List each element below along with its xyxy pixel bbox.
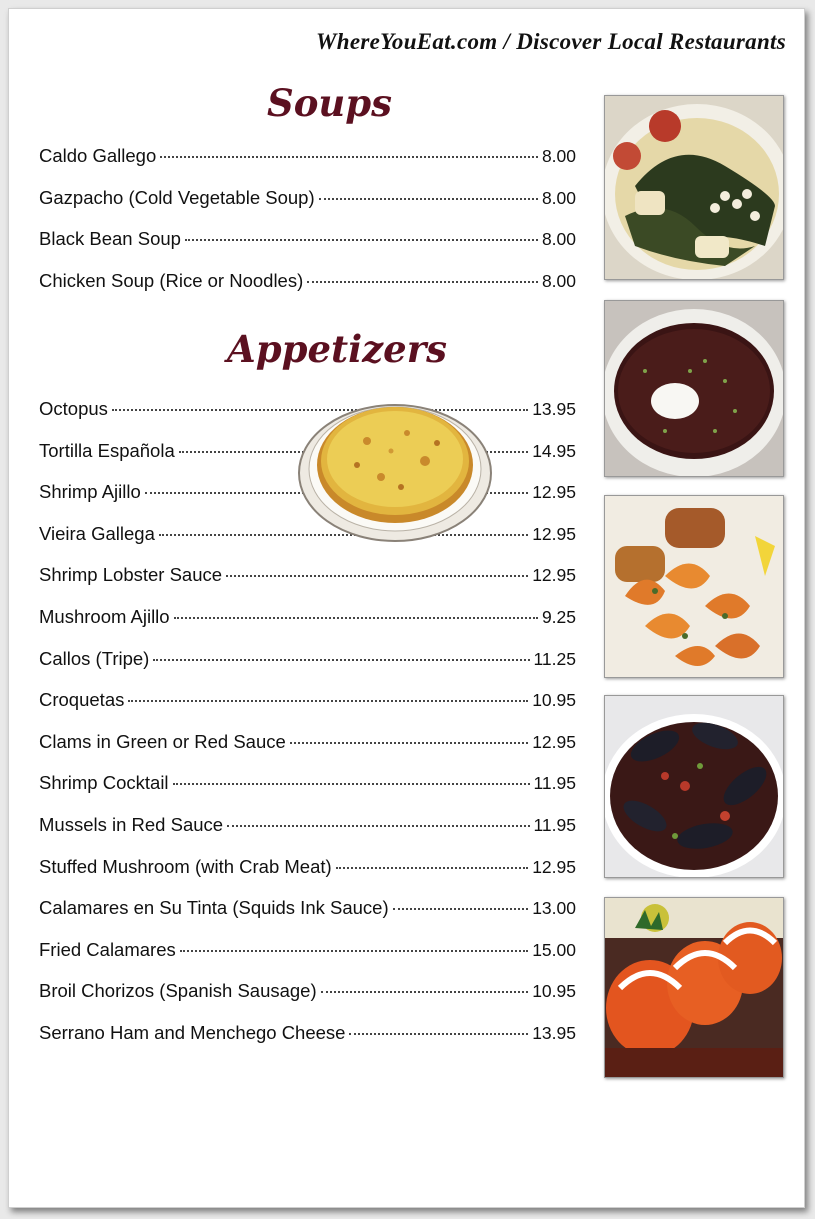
shrimp-plate-graphic (605, 496, 783, 677)
menu-item (39, 564, 576, 606)
soups-list (39, 145, 576, 311)
item-price: 12.95 (532, 482, 576, 503)
item-price: 13.00 (532, 898, 576, 919)
item-name: Shrimp Ajillo (39, 481, 141, 503)
dot-leader (153, 659, 529, 661)
tortilla-graphic (297, 391, 493, 543)
menu-item (39, 772, 576, 814)
menu-item (39, 145, 576, 187)
item-name: Callos (Tripe) (39, 647, 150, 669)
item-name: Calamares en Su Tinta (Squids Ink Sauce) (39, 897, 389, 919)
item-name: Mussels in Red Sauce (39, 813, 224, 835)
croquetas-plate-graphic (605, 898, 783, 1077)
menu-item (39, 939, 576, 981)
item-name: Fried Calamares (39, 938, 176, 960)
item-name: Caldo Gallego (39, 145, 157, 166)
dot-leader (349, 1033, 528, 1035)
black-bean-soup-photo (604, 300, 784, 477)
item-price: 8.00 (541, 187, 576, 208)
dot-leader (226, 575, 528, 577)
item-price: 12.95 (532, 856, 576, 877)
menu-item (39, 606, 576, 648)
croquetas-photo (604, 897, 784, 1078)
item-price: 12.95 (532, 731, 576, 752)
menu-item (39, 1022, 576, 1064)
menu-page (8, 8, 805, 1208)
item-price: 8.00 (541, 146, 576, 166)
dot-leader (185, 239, 538, 241)
menu-item (39, 648, 576, 690)
item-name: Croquetas (39, 689, 125, 711)
dot-leader (160, 156, 538, 158)
item-price: 14.95 (532, 440, 576, 461)
appetizers-title: Appetizers (227, 327, 448, 371)
item-name: Vieira Gallega (39, 522, 155, 544)
item-price: 12.95 (532, 523, 576, 544)
dot-leader (227, 825, 529, 827)
dot-leader (174, 617, 538, 619)
item-price: 12.95 (532, 565, 576, 586)
black-bean-bowl-graphic (605, 301, 783, 476)
item-name: Shrimp Cocktail (39, 772, 169, 794)
dot-leader (321, 991, 529, 993)
item-name: Chicken Soup (Rice or Noodles) (39, 269, 304, 291)
dot-leader (173, 783, 530, 785)
shrimp-photo (604, 495, 784, 678)
tortilla-image (297, 391, 493, 543)
item-name: Stuffed Mushroom (with Crab Meat) (39, 855, 332, 877)
dot-leader (319, 198, 538, 200)
item-name: Serrano Ham and Menchego Cheese (39, 1021, 346, 1043)
item-name: Shrimp Lobster Sauce (39, 564, 223, 586)
dot-leader (128, 700, 528, 702)
soups-title: Soups (267, 81, 393, 125)
item-price: 10.95 (532, 981, 576, 1002)
menu-item (39, 228, 576, 270)
menu-item (39, 270, 576, 312)
item-name: Clams in Green or Red Sauce (39, 730, 286, 752)
mussels-plate-graphic (605, 696, 783, 877)
menu-item (39, 814, 576, 856)
item-price: 13.95 (532, 1022, 576, 1043)
item-name: Octopus (39, 398, 108, 419)
soup-bowl-graphic (605, 96, 783, 279)
item-name: Gazpacho (Cold Vegetable Soup) (39, 186, 315, 208)
item-price: 9.25 (541, 606, 576, 627)
menu-item (39, 980, 576, 1022)
item-price: 11.95 (533, 814, 576, 835)
item-price: 8.00 (541, 229, 576, 249)
caldo-gallego-photo (604, 95, 784, 280)
dot-leader (393, 908, 529, 910)
menu-item (39, 689, 576, 731)
dot-leader (180, 950, 528, 952)
dot-leader (290, 742, 528, 744)
site-header: WhereYouEat.com / Discover Local Restaurants (315, 29, 786, 54)
item-price: 13.95 (532, 399, 576, 419)
item-price: 8.00 (541, 270, 576, 291)
dot-leader (336, 867, 529, 869)
dot-leader (307, 281, 538, 283)
item-price: 10.95 (532, 690, 576, 711)
menu-item (39, 731, 576, 773)
item-price: 11.25 (533, 648, 576, 669)
item-name: Tortilla Española (39, 439, 175, 461)
item-name: Broil Chorizos (Spanish Sausage) (39, 980, 317, 1002)
mussels-photo (604, 695, 784, 878)
item-price: 11.95 (533, 773, 576, 794)
menu-item (39, 856, 576, 898)
menu-item (39, 897, 576, 939)
item-name: Mushroom Ajillo (39, 605, 170, 627)
item-price: 15.00 (532, 939, 576, 960)
item-name: Black Bean Soup (39, 228, 181, 249)
menu-item (39, 187, 576, 229)
